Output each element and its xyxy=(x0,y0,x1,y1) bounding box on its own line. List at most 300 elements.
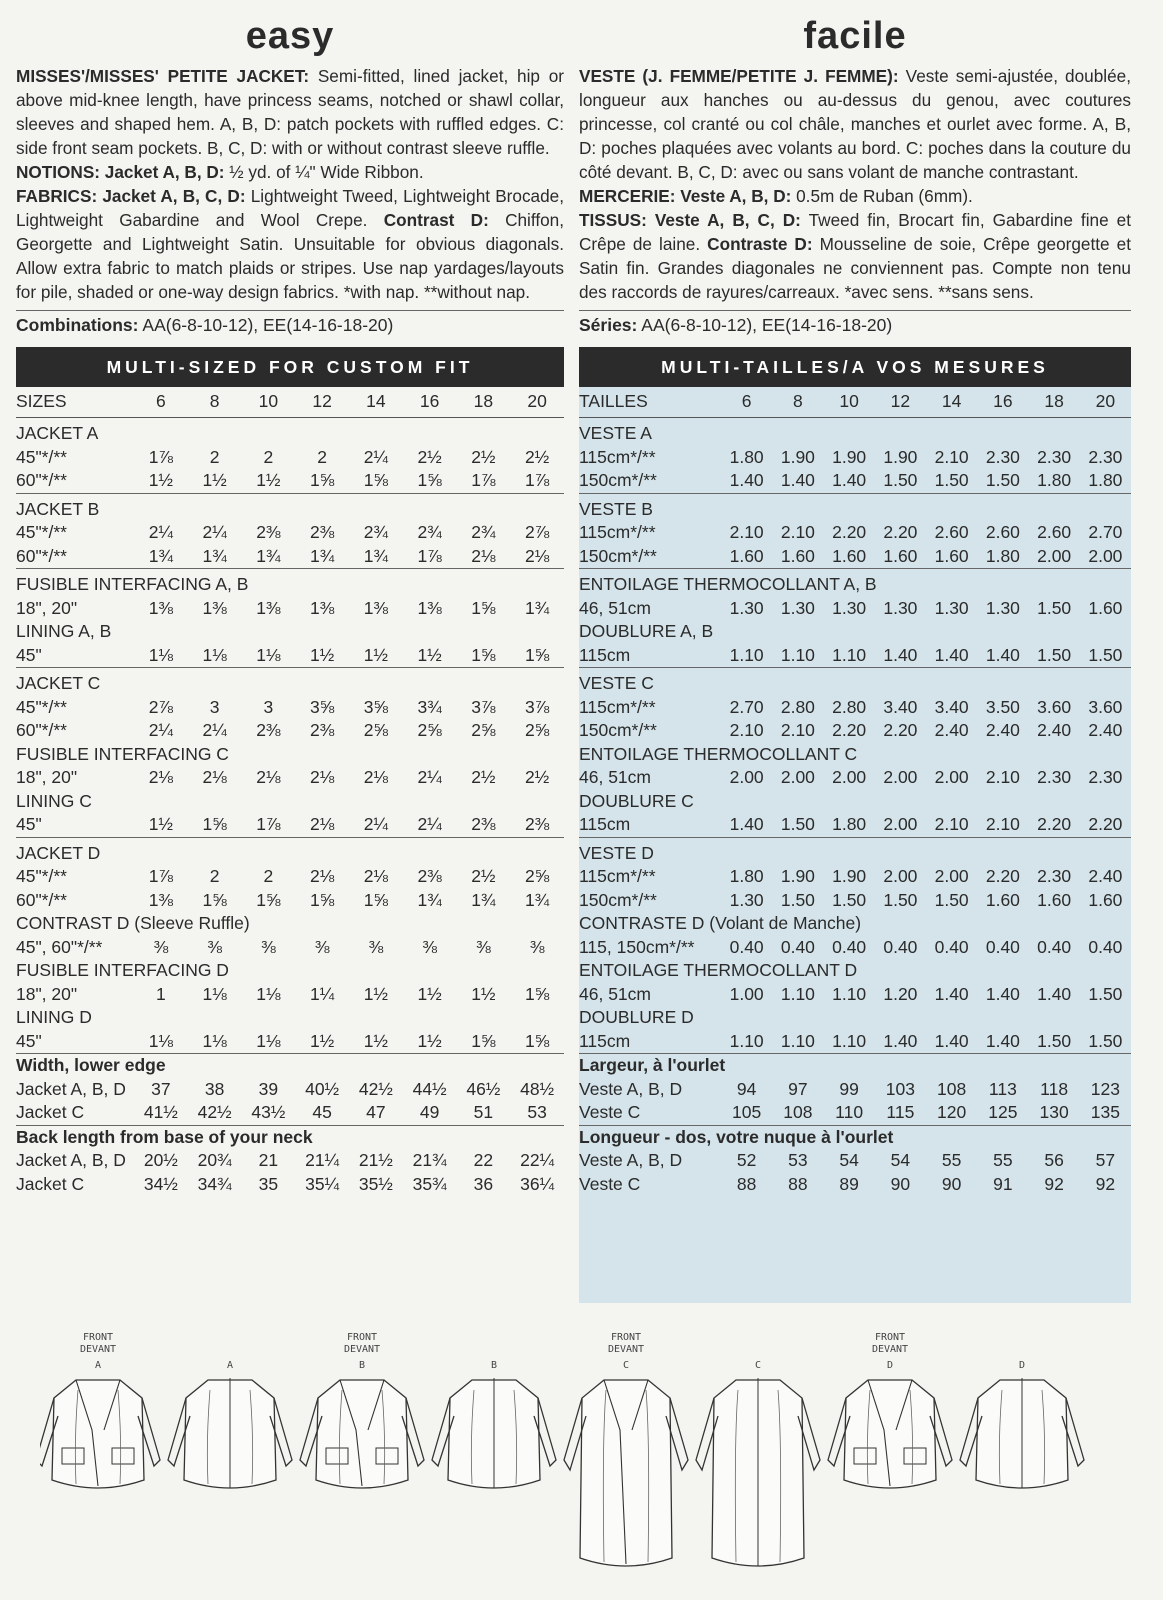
jacket-view-B-back xyxy=(432,1360,556,1488)
table-cell: 2⅛ xyxy=(309,767,335,787)
table-cell: 1⅝ xyxy=(256,889,281,910)
row-label: VESTE D xyxy=(579,842,654,863)
view-letter: B xyxy=(490,1360,498,1371)
table-cell: 1⅛ xyxy=(242,1030,296,1054)
row-label: ENTOILAGE THERMOCOLLANT A, B xyxy=(579,574,877,594)
table-cell: 92 xyxy=(1044,1173,1064,1194)
size-header: 12 xyxy=(295,387,349,418)
row-label: 46, 51cm xyxy=(579,767,651,787)
table-cell: 1.10 xyxy=(832,983,867,1004)
table-cell: 42½ xyxy=(188,1101,242,1125)
table-cell: 53 xyxy=(510,1101,564,1125)
table-row xyxy=(579,837,1131,865)
table-cell: 1¾ xyxy=(349,545,403,569)
table-cell: 1⅛ xyxy=(202,983,227,1004)
table-cell: 2.00 xyxy=(780,767,815,787)
table-cell: 54 xyxy=(890,1150,911,1170)
table-cell: 1⅝ xyxy=(457,644,511,668)
jacket-body xyxy=(580,1380,672,1566)
table-cell: 1.60 xyxy=(1088,597,1123,618)
table-cell: 57 xyxy=(1095,1150,1116,1170)
table-row xyxy=(16,521,564,545)
row-label: 60"*/** xyxy=(16,889,67,910)
table-cell: 1⅝ xyxy=(510,644,564,668)
table-cell: 1.10 xyxy=(721,644,772,668)
size-header: 18 xyxy=(457,387,511,418)
table-cell: 1¾ xyxy=(242,545,296,569)
table-cell: 2¼ xyxy=(403,813,457,837)
row-label: 45"*/** xyxy=(16,696,67,717)
table-cell: 2.80 xyxy=(780,696,815,717)
table-cell: 55 xyxy=(993,1150,1013,1170)
table-cell: 2⅜ xyxy=(256,720,281,740)
table-cell: 1.90 xyxy=(832,866,867,886)
table-cell: 1⅝ xyxy=(524,983,550,1004)
table-cell: 3.40 xyxy=(934,696,969,717)
table-cell: 2⅛ xyxy=(295,813,349,837)
row-label: SIZES xyxy=(16,387,134,418)
table-cell: 1½ xyxy=(188,469,242,493)
table-cell: 2⅝ xyxy=(417,720,442,740)
table-cell: ⅜ xyxy=(314,936,330,957)
table-row xyxy=(579,1149,1131,1173)
table-row xyxy=(16,936,564,960)
table-cell: 2.20 xyxy=(883,522,918,542)
table-row xyxy=(579,493,1131,521)
table-cell: 1⅞ xyxy=(242,813,296,837)
table-cell: 135 xyxy=(1080,1101,1131,1125)
table-row xyxy=(16,865,564,889)
table-cell: 2¾ xyxy=(471,522,496,542)
table-cell: 35 xyxy=(258,1173,279,1194)
table-cell: 1 xyxy=(156,983,166,1004)
row-label: ENTOILAGE THERMOCOLLANT D xyxy=(579,960,858,980)
table-cell: 2⅜ xyxy=(256,522,281,542)
table-cell: 2.10 xyxy=(780,720,815,740)
row-label: 60"*/** xyxy=(16,469,134,493)
table-cell: 21¾ xyxy=(412,1150,447,1170)
view-letter: D xyxy=(886,1360,894,1371)
row-label: JACKET D xyxy=(16,842,101,863)
table-row xyxy=(579,983,1131,1007)
table-row xyxy=(579,790,1131,814)
row-label: VESTE B xyxy=(579,498,653,519)
row-label: Veste C xyxy=(579,1173,641,1194)
table-cell: 37 xyxy=(151,1078,171,1099)
table-cell: 36¼ xyxy=(520,1173,555,1194)
table-cell: 2¼ xyxy=(202,720,227,740)
table-cell: 1½ xyxy=(403,1030,457,1054)
table-cell: 35¾ xyxy=(412,1173,447,1194)
row-label: 45" xyxy=(16,813,134,837)
table-cell: 1½ xyxy=(134,813,188,837)
table-row xyxy=(16,1054,564,1078)
table-cell: 1.30 xyxy=(780,597,815,618)
table-cell: 2.40 xyxy=(1037,720,1072,740)
table-cell: 2½ xyxy=(524,446,550,467)
size-header: 8 xyxy=(188,387,242,418)
table-cell: 2⅛ xyxy=(148,767,174,787)
table-cell: 125 xyxy=(977,1101,1028,1125)
table-row xyxy=(579,696,1131,720)
size-header: 16 xyxy=(403,387,457,418)
table-row xyxy=(579,1006,1131,1030)
table-cell: 1⅝ xyxy=(309,889,335,910)
table-cell: 1.00 xyxy=(729,983,764,1004)
table-cell: 3⅞ xyxy=(524,696,550,717)
table-cell: 0.40 xyxy=(934,936,969,957)
table-cell: 1⅝ xyxy=(188,813,242,837)
table-cell: 1.40 xyxy=(977,1030,1028,1054)
combinations xyxy=(16,310,564,341)
table-cell: 2¼ xyxy=(363,446,389,467)
row-label: 45"*/** xyxy=(16,446,67,467)
front-label-fr: DEVANT xyxy=(607,1344,645,1355)
table-cell: ⅜ xyxy=(529,936,545,957)
table-cell: 22 xyxy=(473,1150,494,1170)
table-cell: 2⅝ xyxy=(363,720,389,740)
table-cell: 0.40 xyxy=(985,936,1020,957)
table-cell: 1⅝ xyxy=(403,469,457,493)
table-cell: 1½ xyxy=(417,983,442,1004)
row-label: 18", 20" xyxy=(16,597,78,618)
table-cell: 1.40 xyxy=(721,813,772,837)
row-label: 115cm xyxy=(579,644,721,668)
table-cell: 2.40 xyxy=(934,720,969,740)
size-header: 10 xyxy=(242,387,296,418)
table-cell: 1.50 xyxy=(883,889,918,910)
table-row xyxy=(579,766,1131,790)
front-label: FRONT xyxy=(874,1332,906,1343)
table-row xyxy=(16,569,564,597)
table-cell: 97 xyxy=(788,1078,808,1099)
table-cell: 1¾ xyxy=(134,545,188,569)
view-letter: D xyxy=(1018,1360,1026,1371)
english-heading: easy xyxy=(245,15,335,57)
table-cell: 1⅝ xyxy=(363,889,389,910)
row-label: JACKET A xyxy=(16,423,99,443)
table-row xyxy=(579,959,1131,983)
table-cell: 2 xyxy=(263,446,274,467)
jacket-view-B-front xyxy=(300,1332,424,1488)
table-cell: 34½ xyxy=(143,1173,178,1194)
table-row xyxy=(579,1078,1131,1102)
jacket-body xyxy=(52,1380,144,1488)
row-label: LINING D xyxy=(16,1007,92,1027)
table-cell: 1.90 xyxy=(780,866,815,886)
table-cell: 2⅛ xyxy=(256,767,281,787)
table-cell: 1¾ xyxy=(471,889,496,910)
row-label: 60"*/** xyxy=(16,720,67,740)
table-cell: 91 xyxy=(993,1173,1013,1194)
table-cell: 2.00 xyxy=(883,767,918,787)
table-cell: 1.90 xyxy=(832,446,867,467)
table-row xyxy=(579,1101,1131,1125)
table-cell: 2.70 xyxy=(1088,522,1123,542)
table-cell: 1.50 xyxy=(1088,983,1123,1004)
table-cell: 1.40 xyxy=(875,1030,926,1054)
table-cell: 43½ xyxy=(242,1101,296,1125)
table-row xyxy=(579,743,1131,767)
table-cell: ⅜ xyxy=(476,936,491,957)
table-header-row xyxy=(16,387,564,418)
table-cell: 47 xyxy=(349,1101,403,1125)
table-cell: 1.60 xyxy=(772,545,823,569)
view-letter: A xyxy=(226,1360,234,1371)
table-row xyxy=(579,446,1131,470)
row-label: TAILLES xyxy=(579,387,721,418)
contrast-text: Mousseline de soie, Crêpe georgette et Satin fin. Grandes diagonales ne conviennent pas. Compte non tenu des raccords de rayures/carreaux. *avec sens. **sans sens. xyxy=(579,234,1131,302)
row-label: 18", 20" xyxy=(16,767,78,787)
table-cell: 1.90 xyxy=(883,446,918,467)
table-row xyxy=(579,865,1131,889)
desc-text: Veste semi-ajustée, doublée, longueur aux hanches ou au-dessus du genou, avec coutures princesse, col cranté ou col châle, manches et ourlet avec forme. A, B, D: poches plaquées avec volants au bord. C: poches dans la couture du côté devant. B, C, D: avec ou sans volant de manche contrastant. xyxy=(579,66,1131,182)
table-cell: 2½ xyxy=(417,446,442,467)
table-cell: ⅜ xyxy=(368,936,384,957)
table-cell: 3.60 xyxy=(1037,696,1072,717)
english-column xyxy=(16,0,564,1196)
table-cell: 1⅜ xyxy=(202,597,227,618)
front-label: FRONT xyxy=(610,1332,642,1343)
table-cell: 1.40 xyxy=(721,469,772,493)
table-cell: 118 xyxy=(1040,1078,1069,1099)
fabrics-text: Tweed fin, Brocart fin, Gabardine fine et Crêpe de laine. xyxy=(579,210,1131,254)
table-cell: 2.20 xyxy=(883,720,918,740)
table-cell: 2.60 xyxy=(1037,522,1072,542)
table-cell: 2.30 xyxy=(985,446,1020,467)
table-cell: 1.60 xyxy=(721,545,772,569)
table-cell: 2¼ xyxy=(417,767,442,787)
table-cell: 1.80 xyxy=(1029,469,1080,493)
table-cell: 0.40 xyxy=(729,936,764,957)
table-cell: 35½ xyxy=(358,1173,393,1194)
table-row xyxy=(579,1125,1131,1149)
table-cell: 2.60 xyxy=(985,522,1020,542)
table-cell: 105 xyxy=(721,1101,772,1125)
table-row xyxy=(16,743,564,767)
table-cell: 35¼ xyxy=(305,1173,340,1194)
table-cell: 2.40 xyxy=(1088,866,1123,886)
table-cell: 0.40 xyxy=(883,936,918,957)
table-cell: 1½ xyxy=(242,469,296,493)
row-label: 45"*/** xyxy=(16,522,67,542)
table-cell: 44½ xyxy=(412,1078,447,1099)
table-header-row xyxy=(579,387,1131,418)
table-cell: 2.60 xyxy=(934,522,969,542)
table-cell: 1.10 xyxy=(780,983,815,1004)
desc-label: MISSES'/MISSES' PETITE JACKET: xyxy=(16,66,310,86)
table-cell: 1⅞ xyxy=(510,469,564,493)
table-cell: 2.10 xyxy=(729,522,764,542)
table-cell: 1⅛ xyxy=(188,1030,242,1054)
table-cell: 2⅞ xyxy=(524,522,550,542)
table-cell: 2.70 xyxy=(729,696,764,717)
table-cell: 1.10 xyxy=(721,1030,772,1054)
table-row xyxy=(579,545,1131,569)
table-row xyxy=(16,668,564,696)
size-header: 6 xyxy=(134,387,188,418)
combinations-label: Combinations: xyxy=(16,315,139,335)
table-cell: 2⅝ xyxy=(524,866,550,886)
table-cell: 55 xyxy=(941,1150,962,1170)
table-cell: 1.40 xyxy=(934,983,969,1004)
table-row xyxy=(16,1173,564,1197)
contrast-text: Chiffon, Georgette and Lightweight Satin. Unsuitable for obvious diagonals. Allow extra fabric to match plaids or stripes. Use nap yardages/layouts for pile, shaded or one-way design fabrics. *with nap. **without nap. xyxy=(16,210,564,302)
table-cell: 1.30 xyxy=(985,597,1020,618)
table-cell: 1⅞ xyxy=(148,866,174,886)
fabrics-label: FABRICS: Jacket A, B, C, D: xyxy=(16,186,246,206)
table-cell: 88 xyxy=(736,1173,757,1194)
table-cell: 1½ xyxy=(134,469,188,493)
table-cell: 2.20 xyxy=(1080,813,1131,837)
row-label: FUSIBLE INTERFACING D xyxy=(16,960,229,980)
jacket-view-D-front xyxy=(828,1332,952,1488)
table-cell: 1.10 xyxy=(772,644,823,668)
view-letter: A xyxy=(94,1360,102,1371)
table-cell: 2.30 xyxy=(1037,767,1072,787)
front-label: FRONT xyxy=(82,1332,114,1343)
table-title-bar: MULTI-SIZED FOR CUSTOM FIT xyxy=(16,347,564,387)
combinations xyxy=(579,310,1131,341)
table-cell: 90 xyxy=(941,1173,962,1194)
table-cell: 1¾ xyxy=(188,545,242,569)
notions-text: 0.5m de Ruban (6mm). xyxy=(791,186,973,206)
jacket-view-A-front xyxy=(40,1332,160,1488)
table-cell: 1½ xyxy=(403,644,457,668)
table-cell: 89 xyxy=(839,1173,859,1194)
table-cell: 2.00 xyxy=(934,866,969,886)
row-label: Veste A, B, D xyxy=(579,1150,683,1170)
table-cell: 2 xyxy=(263,866,274,886)
table-cell: 1⅜ xyxy=(363,597,389,618)
row-label: Veste A, B, D xyxy=(579,1078,683,1099)
table-cell: 1½ xyxy=(349,1030,403,1054)
table-cell: 1.40 xyxy=(824,469,875,493)
table-cell: 1.40 xyxy=(926,1030,977,1054)
table-row xyxy=(579,1030,1131,1054)
table-cell: 1.80 xyxy=(729,446,764,467)
table-cell: 3 xyxy=(263,696,274,717)
table-cell: 1⅞ xyxy=(148,446,174,467)
table-row xyxy=(16,813,564,837)
table-row xyxy=(579,620,1131,644)
table-cell: ⅜ xyxy=(422,936,437,957)
table-cell: 130 xyxy=(1029,1101,1080,1125)
french-description xyxy=(579,64,1131,304)
table-row xyxy=(16,766,564,790)
table-cell: 1.50 xyxy=(926,469,977,493)
table-cell: 21¼ xyxy=(305,1150,340,1170)
jacket-view-A-back xyxy=(168,1360,292,1488)
table-cell: 1¼ xyxy=(309,983,335,1004)
table-cell: 38 xyxy=(204,1078,225,1099)
table-title-bar: MULTI-TAILLES/A VOS MESURES xyxy=(579,347,1131,387)
table-cell: 2½ xyxy=(471,866,496,886)
jacket-body xyxy=(316,1380,408,1488)
table-cell: 48½ xyxy=(520,1078,555,1099)
table-cell: 2¾ xyxy=(363,522,389,542)
table-row xyxy=(16,469,564,493)
row-label: Back length from base of your neck xyxy=(16,1126,313,1147)
contrast-label: Contraste D: xyxy=(707,234,813,254)
table-row xyxy=(579,418,1131,446)
row-label: 115cm*/** xyxy=(579,696,656,717)
table-cell: 108 xyxy=(937,1078,967,1099)
table-cell: 94 xyxy=(736,1078,757,1099)
table-cell: 1.40 xyxy=(985,983,1020,1004)
table-cell: 39 xyxy=(258,1078,279,1099)
table-cell: 2.30 xyxy=(1088,767,1123,787)
table-cell: 1¾ xyxy=(524,889,550,910)
row-label: 115cm xyxy=(579,1030,721,1054)
table-cell: 2.40 xyxy=(985,720,1020,740)
row-label: 115cm*/** xyxy=(579,866,656,886)
table-cell: 1.60 xyxy=(1037,889,1072,910)
table-cell: 34¾ xyxy=(197,1173,232,1194)
english-description xyxy=(16,64,564,304)
table-row xyxy=(16,446,564,470)
jacket-line-drawings xyxy=(40,1320,1120,1580)
table-cell: ⅜ xyxy=(207,936,222,957)
table-row xyxy=(579,469,1131,493)
table-row xyxy=(16,790,564,814)
table-cell: 120 xyxy=(926,1101,977,1125)
table-cell: 1⅜ xyxy=(148,597,174,618)
table-cell: 2¼ xyxy=(148,720,174,740)
table-cell: 2.10 xyxy=(977,813,1028,837)
table-cell: 20½ xyxy=(143,1150,178,1170)
table-cell: 2.00 xyxy=(1080,545,1131,569)
row-label: FUSIBLE INTERFACING C xyxy=(16,743,229,764)
table-cell: 90 xyxy=(890,1173,911,1194)
table-cell: 1.50 xyxy=(1029,644,1080,668)
table-cell: 99 xyxy=(839,1078,859,1099)
row-label: DOUBLURE D xyxy=(579,1007,694,1027)
table-cell: 1.20 xyxy=(883,983,918,1004)
row-label: 150cm*/** xyxy=(579,545,721,569)
row-label: Largeur, à l'ourlet xyxy=(579,1055,726,1075)
table-row xyxy=(579,912,1131,936)
table-cell: 54 xyxy=(839,1150,859,1170)
size-header: 8 xyxy=(772,387,823,418)
table-cell: 2⅜ xyxy=(457,813,511,837)
table-cell: 2.30 xyxy=(1037,866,1072,886)
row-label: FUSIBLE INTERFACING A, B xyxy=(16,574,249,594)
table-cell: 40½ xyxy=(305,1078,340,1099)
table-cell: 20¾ xyxy=(197,1150,232,1170)
table-cell: 1.60 xyxy=(875,545,926,569)
notions-label: MERCERIE: Veste A, B, D: xyxy=(579,186,792,206)
table-cell: 2 xyxy=(317,446,327,467)
row-label: JACKET C xyxy=(16,673,101,693)
table-cell: 1.50 xyxy=(1080,1030,1131,1054)
table-cell: 1.50 xyxy=(1029,1030,1080,1054)
row-label: 115cm xyxy=(579,813,721,837)
table-cell: 2.20 xyxy=(832,522,867,542)
combinations-label: Séries: xyxy=(579,315,638,335)
row-label: 45", 60"*/** xyxy=(16,936,103,957)
table-cell: 1⅛ xyxy=(134,644,188,668)
table-cell: 0.40 xyxy=(1037,936,1072,957)
table-cell: 113 xyxy=(988,1078,1017,1099)
table-row xyxy=(579,1173,1131,1197)
table-cell: 1.50 xyxy=(1037,597,1072,618)
table-cell: 1.30 xyxy=(832,597,867,618)
table-row xyxy=(579,597,1131,621)
table-cell: 2 xyxy=(209,866,220,886)
table-row xyxy=(579,813,1131,837)
table-cell: 2.10 xyxy=(934,446,969,467)
